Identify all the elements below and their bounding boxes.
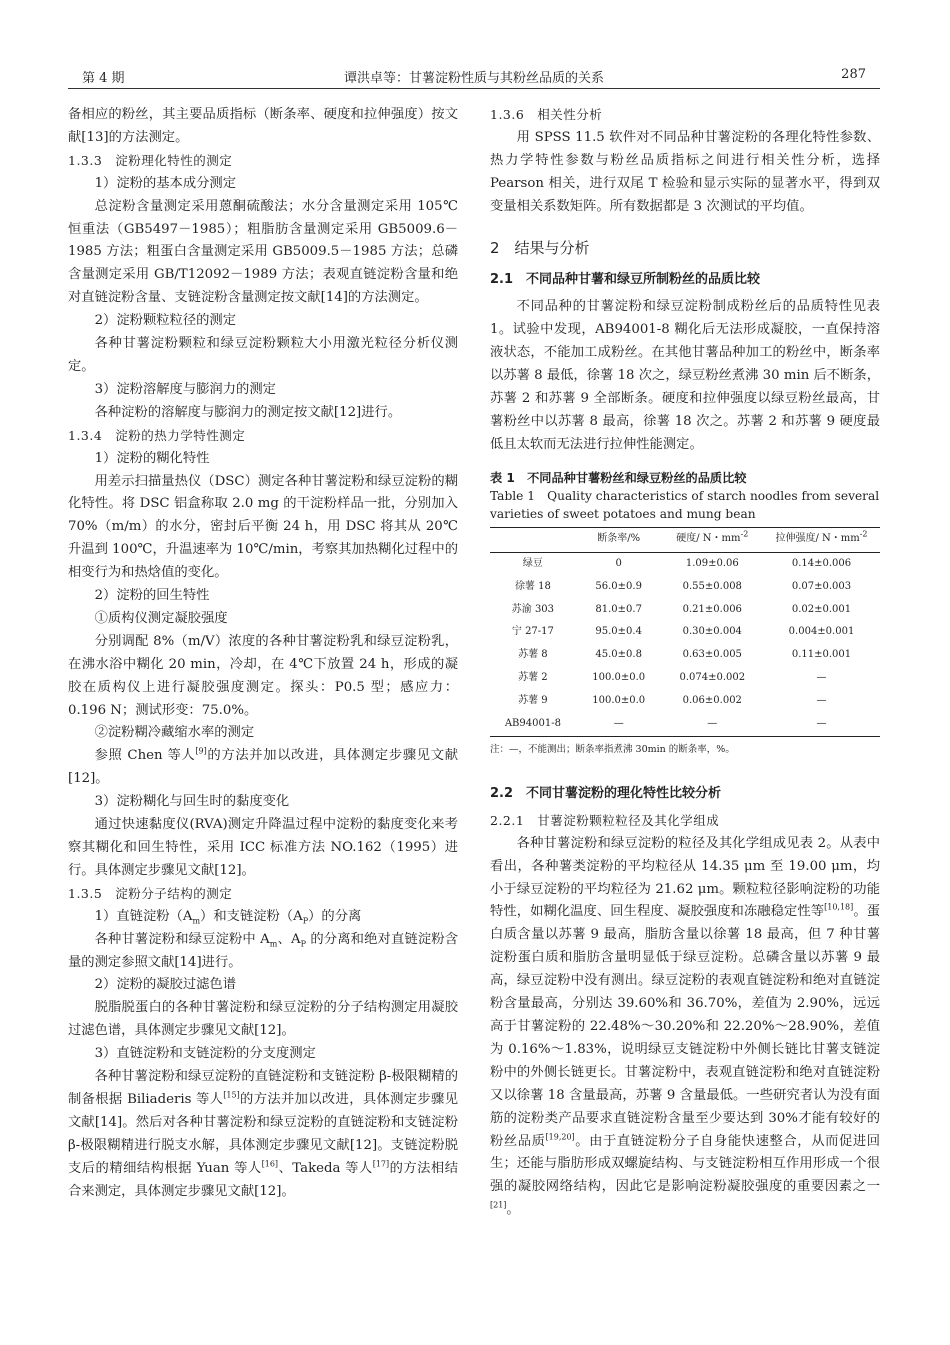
item-heading: ②淀粉糊冷藏缩水率的测定 [94,725,255,741]
item-heading: ①质构仪测定凝胶强度 [94,610,228,626]
table-cell: 0.02±0.001 [791,603,852,615]
running-header [68,67,880,85]
paragraph: 分别调配 8%（m/V）浓度的各种甘薯淀粉乳和绿豆淀粉乳，在沸水浴中糊化 20 min，冷却，在 4℃下放置 24 h，形成的凝胶在质构仪上进行凝胶强度测定。探头：P0.5 型；感应力：0.196 N；测试形变：75.0%。 [68,633,458,718]
subscript: P [302,916,309,926]
table-cell: 0.06±0.002 [682,695,742,707]
table-cell: AB94001-8 [504,718,561,730]
table-cell: 0.63±0.005 [682,649,742,661]
table-cell: — [816,718,827,730]
text-run: 的分离和绝对直链淀粉含量的测定参照文献[14]进行。 [68,931,458,970]
item-heading [68,906,458,929]
section-heading-1-3-5: 1.3.5 淀粉分子结构的测定 [68,885,233,901]
issue-label: 第 4 期 [82,71,125,86]
section-heading-2-2: 2.2 不同甘薯淀粉的理化特性比较分析 [490,785,722,801]
header-cell [490,527,576,552]
header-cell [662,527,763,552]
table-cell: 0 [615,557,622,569]
table-caption-en: Table 1 Quality characteristics of starch noodles from several [490,488,880,503]
table-row [490,690,880,713]
table-row [490,621,880,644]
paragraph: 用差示扫描量热仪（DSC）测定各种甘薯淀粉和绿豆淀粉的糊化特性。将 DSC 铝盒称取 2.0 mg 的干淀粉样品一批，分别加入 70%（m/m）的水分，密封后平衡 24 h，用 DSC 将其从 20℃升温到 100℃，升温速率为 10℃/min，考察其加热糊化过程中的相变行为和热焓值的变化。 [68,473,458,581]
text-run: 硬度/ N・mm [676,533,741,545]
table-cell: 100.0±0.0 [592,695,646,707]
paragraph: 总淀粉含量测定采用蒽酮硫酸法；水分含量测定采用 105℃恒重法（GB5497－1985）；粗脂肪含量测定采用 GB5009.6－1985 方法；粗蛋白含量测定采用 GB5009.5－1985 方法；总磷含量测定采用 GB/T12092－1989 方法；表观直链淀粉含量和绝对直链淀粉含量、支链淀粉含量测定按文献[14]的方法测定。 [68,198,458,306]
section-heading-2: 2 结果与分析 [490,238,590,257]
table-cell: — [816,672,827,684]
item-heading: 3）直链淀粉和支链淀粉的分支度测定 [94,1046,316,1062]
table-caption [490,469,880,523]
paragraph: 脱脂脱蛋白的各种甘薯淀粉和绿豆淀粉的分子结构测定用凝胶过滤色谱，具体测定步骤见文献[12]。 [68,1000,458,1039]
paragraph: 各种甘薯淀粉颗粒和绿豆淀粉颗粒大小用激光粒径分析仪测定。 [68,336,458,374]
paragraph [68,1066,458,1203]
citation: [16] [261,1159,279,1169]
item-heading: 3）淀粉糊化与回生时的黏度变化 [94,794,290,810]
citation: [10,18] [824,903,854,913]
subscript: P [300,939,306,949]
subscript: m [269,939,278,949]
table-caption-zh: 表 1 不同品种甘薯粉丝和绿豆粉丝的品质比较 [490,470,747,485]
text-run: 的方法并加以改进，具体测定步骤见文献[12]。 [68,748,459,787]
paragraph [68,745,458,791]
table-cell: — [707,718,718,730]
text-run: 。 [506,1202,520,1218]
table-cell: 宁 27-17 [511,626,554,638]
text-run: 各种甘薯淀粉和绿豆淀粉的粒径及其化学组成见表 2。从表中看出，各种薯类淀粉的平均粒径从 14.35 μm 至 19.00 μm，均小于绿豆淀粉的平均粒径为 21.62 μm。颗粒粒径影响淀粉的功能特性，如糊化温度、回生程度、凝胶强度和冻融稳定性等 [490,835,880,920]
text-run: 。蛋白质含量以苏薯 9 最高，脂肪含量以徐薯 18 最高，但 7 种甘薯淀粉蛋白质和脂肪含量明显低于绿豆淀粉。总磷含量以苏薯 9 最高，绿豆淀粉中没有测出。绿豆淀粉的表观直链淀粉和绝对直链淀粉含量最高，分别达 39.60%和 36.70%，差值为 2.90%，远远高于甘薯淀粉的 22.48%～30.20%和 22.20%～28.90%，差值为 0.16%～1.83%，说明绿豆支链淀粉中外侧长链比甘薯支链淀粉中的外侧长链更长。甘薯淀粉中，表观直链淀粉和绝对直链淀粉又以徐薯 18 含量最高，苏薯 9 含量最低。一些研究者认为没有面筋的淀粉类产品要求直链淀粉含量至少要达到 30%才能有较好的粉丝品质 [490,904,881,1149]
text-run: 、Takeda 等人 [278,1160,373,1176]
table-cell: 81.0±0.7 [595,603,642,615]
table-cell: 绿豆 [522,557,543,569]
section-heading-1-3-3: 1.3.3 淀粉理化特性的测定 [68,152,233,168]
text-run: 各种甘薯淀粉和绿豆淀粉中 A [94,931,270,947]
table-cell: 45.0±0.8 [595,649,642,661]
quality-table [490,527,880,737]
table-cell: 苏薯 9 [518,695,548,707]
table-cell: 0.14±0.006 [791,557,852,569]
paragraph: 各种淀粉的溶解度与膨润力的测定按文献[12]进行。 [94,404,402,420]
right-column [490,104,880,1222]
table-cell: 苏薯 2 [518,672,548,684]
subscript: m [192,916,201,926]
citation: [21] [490,1200,507,1210]
paragraph: 备相应的粉丝，其主要品质指标（断条率、硬度和拉伸强度）按文献[13]的方法测定。 [68,107,458,145]
text-run: 各种甘薯淀粉和绿豆淀粉的直链淀粉和支链淀粉 β-极限糊精的制备根据 Biliaderis 等人 [68,1069,458,1107]
item-heading: 3）淀粉溶解度与膨润力的测定 [94,381,276,397]
paragraph: 用 SPSS 11.5 软件对不同品种甘薯淀粉的各理化特性参数、热力学特性参数与粉丝品质指标之间进行相关性分析，选择 Pearson 相关，进行双尾 T 检验和显示实际的显著水平，得到双变量相关系数矩阵。所有数据都是 3 次测试的平均值。 [490,129,880,214]
table-cell: — [816,695,827,707]
table-cell: 95.0±0.4 [595,626,642,638]
table-cell: — [613,718,624,730]
header-rule [68,88,880,89]
table-row [490,599,880,622]
table-cell: 0.07±0.003 [791,580,852,592]
item-heading: 2）淀粉的回生特性 [94,588,210,604]
item-heading: 2）淀粉的凝胶过滤色谱 [94,977,237,993]
running-title: 谭洪卓等：甘薯淀粉性质与其粉丝品质的关系 [343,71,604,86]
section-heading-1-3-6: 1.3.6 相关性分析 [490,107,603,122]
item-heading: 1）淀粉的基本成分测定 [94,175,237,191]
citation: [9] [195,746,207,756]
text-run: 拉伸强度/ N・mm [775,533,860,545]
table-row [490,552,880,575]
paragraph [490,833,880,1222]
superscript: -2 [859,529,868,539]
header-cell [763,527,880,552]
text-run: ）的分离 [308,908,362,924]
table-cell: 56.0±0.9 [595,580,642,592]
citation: [15] [223,1090,240,1100]
section-heading-2-1: 2.1 不同品种甘薯和绿豆所制粉丝的品质比较 [490,272,761,288]
table-cell: 徐薯 18 [514,580,551,592]
table-row [490,576,880,599]
table-row [490,713,880,736]
header-cell: 断条率/% [597,533,641,545]
table-caption-en: varieties of sweet potatoes and mung bean [490,506,756,521]
table-cell: 0.11±0.001 [791,649,852,661]
text-run: 。由于直链淀粉分子自身能快速整合，从而促进回生；还能与脂肪形成双螺旋结构、与支链淀粉相互作用形成一个很强的凝胶网络结构，因此它是影响淀粉凝胶强度的重要因素之一 [490,1133,881,1195]
table-cell: 苏渝 303 [511,603,555,615]
table-row [490,667,880,690]
table-note: 注：—，不能测出；断条率指煮沸 30min 的断条率，%。 [490,743,735,755]
text-run: 1）直链淀粉（A [94,908,193,924]
table-cell: 1.09±0.06 [685,557,739,569]
section-heading-2-2-1: 2.2.1 甘薯淀粉颗粒粒径及其化学组成 [490,812,720,828]
text-run: 的方法并加以改进，具体测定步骤见文献[14]。然后对各种甘薯淀粉和绿豆淀粉的直链淀粉和支链淀粉 β-极限糊精进行脱支水解，具体测定步骤见文献[12]。支链淀粉脱支后的精细结构根据 Yuan 等人 [68,1091,458,1176]
table-cell: 0.074±0.002 [679,672,746,684]
text-run: ）和支链淀粉（A [200,908,303,924]
paragraph [68,929,458,975]
table-row [490,644,880,667]
citation: [19,20] [545,1132,575,1142]
superscript: -2 [740,529,749,539]
text-run: 参照 Chen 等人 [94,748,196,764]
table-cell: 0.55±0.008 [682,580,742,592]
paragraph: 通过快速黏度仪(RVA)测定升降温过程中淀粉的黏度变化来考察其糊化和回生特性，采用 ICC 标准方法 NO.162（1995）进行。具体测定步骤见文献[12]。 [68,817,458,878]
table-cell: 苏薯 8 [518,649,548,661]
item-heading: 1）淀粉的糊化特性 [94,450,210,466]
paragraph: 不同品种的甘薯淀粉和绿豆淀粉制成粉丝后的品质特性见表 1。试验中发现，AB94001-8 糊化后无法形成凝胶，一直保持溶液状态，不能加工成粉丝。在其他甘薯品种加工的粉丝中，断条率以苏薯 8 最低，徐薯 18 次之，绿豆粉丝煮沸 30 min 后不断条，苏薯 2 和苏薯 9 全部断条。硬度和拉伸强度以绿豆粉丝最高，甘薯粉丝中以苏薯 8 最高，徐薯 18 次之。苏薯 2 和苏薯 9 硬度最低且太软而无法进行拉伸性能测定。 [490,299,880,452]
table-cell: 0.30±0.004 [682,626,742,638]
table-cell: 100.0±0.0 [592,672,646,684]
table-cell: 0.21±0.006 [682,603,742,615]
item-heading: 2）淀粉颗粒粒径的测定 [94,313,237,329]
page-number: 287 [841,67,866,82]
text-run: 的方法相结合来测定，具体测定步骤见文献[12]。 [68,1160,459,1199]
text-run: 、A [277,931,301,947]
left-column [68,104,458,1204]
section-heading-1-3-4: 1.3.4 淀粉的热力学特性测定 [68,427,246,443]
table-cell: 0.004±0.001 [788,626,855,638]
citation: [17] [372,1159,390,1169]
table-header-row [490,527,880,552]
